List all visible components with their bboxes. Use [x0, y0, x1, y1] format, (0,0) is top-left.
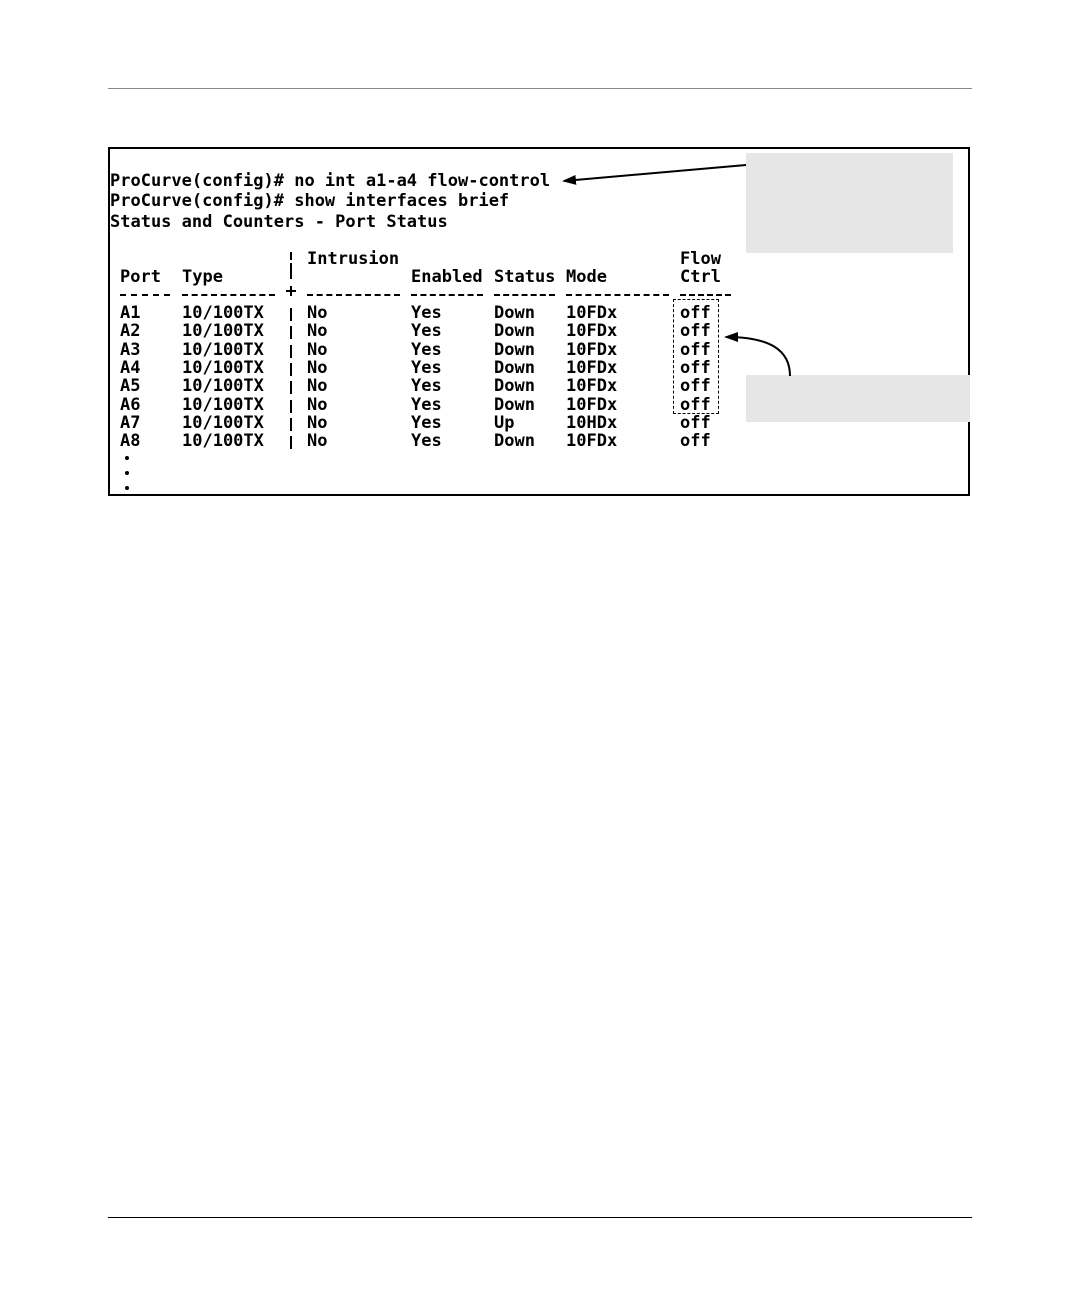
table-cell-status: Down	[494, 303, 535, 323]
table-cell-alert: No	[307, 431, 328, 452]
column-separator	[290, 308, 292, 321]
callout-box-flow-control	[746, 375, 970, 422]
header-status: Status	[494, 267, 556, 287]
table-cell-mode: 10FDx	[566, 394, 618, 415]
table-cell-type: 10/100TX	[182, 376, 264, 397]
table-cell-enabled: Yes	[411, 321, 442, 342]
column-separator	[290, 252, 292, 260]
table-cell-port: A3	[120, 339, 141, 360]
footer-rule	[108, 1217, 972, 1218]
table-cell-mode: 10FDx	[566, 376, 618, 397]
table-cell-flow: off	[680, 321, 711, 342]
table-cell-mode: 10HDx	[566, 412, 618, 433]
header-underline	[120, 294, 170, 296]
table-cell-port: A7	[120, 412, 141, 433]
table-cell-type: 10/100TX	[182, 339, 264, 360]
table-cell-flow: off	[680, 339, 711, 360]
column-separator	[290, 263, 292, 271]
table-cell-type: 10/100TX	[182, 321, 264, 342]
table-cell-alert: No	[307, 412, 328, 433]
header-flow: Flow	[680, 249, 721, 269]
header-port: Port	[120, 267, 161, 287]
table-cell-flow: off	[680, 357, 711, 378]
table-cell-type: 10/100TX	[182, 394, 264, 415]
column-separator	[290, 400, 292, 413]
column-separator	[290, 363, 292, 376]
flow-ctrl-highlight	[673, 299, 719, 414]
table-cell-status: Down	[494, 431, 535, 452]
table-cell-enabled: Yes	[411, 376, 442, 397]
table-cell-enabled: Yes	[411, 303, 442, 323]
table-cell-type: 10/100TX	[182, 431, 264, 452]
table-cell-mode: 10FDx	[566, 321, 618, 342]
table-cell-status: Down	[494, 339, 535, 360]
table-cell-alert: No	[307, 321, 328, 342]
callout-box-command	[746, 153, 953, 253]
table-cell-mode: 10FDx	[566, 431, 618, 452]
header-underline	[494, 294, 555, 296]
column-separator	[290, 381, 292, 394]
column-separator	[290, 436, 292, 449]
table-cell-alert: No	[307, 376, 328, 397]
header-intrusion: Intrusion	[307, 249, 400, 269]
table-cell-port: A6	[120, 394, 141, 415]
header-underline	[566, 294, 669, 296]
table-cell-status: Down	[494, 321, 535, 342]
table-cell-status: Down	[494, 376, 535, 397]
table-cell-type: 10/100TX	[182, 303, 264, 323]
header-underline	[182, 294, 275, 296]
table-cell-enabled: Yes	[411, 357, 442, 378]
table-cell-port: A1	[120, 303, 141, 323]
continuation-dot	[125, 486, 129, 490]
table-cell-enabled: Yes	[411, 394, 442, 415]
table-cell-mode: 10FDx	[566, 339, 618, 360]
header-underline	[411, 294, 483, 296]
column-separator	[290, 326, 292, 339]
table-cell-mode: 10FDx	[566, 357, 618, 378]
header-ctrl: Ctrl	[680, 267, 721, 287]
header-underline	[680, 294, 731, 296]
terminal-line-title: Status and Counters - Port Status	[110, 212, 448, 232]
table-cell-status: Down	[494, 394, 535, 415]
header-rule	[108, 88, 972, 89]
table-cell-alert: No	[307, 394, 328, 415]
table-cell-alert: No	[307, 303, 328, 323]
table-cell-flow: off	[680, 431, 711, 452]
header-cross	[290, 286, 292, 296]
table-cell-flow: off	[680, 394, 711, 415]
header-type: Type	[182, 267, 223, 287]
table-cell-enabled: Yes	[411, 339, 442, 360]
header-underline	[307, 294, 400, 296]
table-cell-mode: 10FDx	[566, 303, 618, 323]
column-separator	[290, 418, 292, 431]
header-mode: Mode	[566, 267, 607, 287]
table-cell-flow: off	[680, 412, 711, 433]
column-separator	[290, 271, 292, 279]
table-cell-type: 10/100TX	[182, 412, 264, 433]
table-cell-port: A8	[120, 431, 141, 452]
terminal-line-command: ProCurve(config)# no int a1-a4 flow-control	[110, 171, 551, 191]
continuation-dot	[125, 456, 129, 460]
table-cell-port: A4	[120, 357, 141, 378]
table-cell-alert: No	[307, 357, 328, 378]
table-cell-enabled: Yes	[411, 412, 442, 433]
table-cell-status: Up	[494, 412, 515, 433]
table-cell-type: 10/100TX	[182, 357, 264, 378]
continuation-dot	[125, 471, 129, 475]
table-cell-flow: off	[680, 376, 711, 397]
table-cell-alert: No	[307, 339, 328, 360]
table-cell-port: A2	[120, 321, 141, 342]
table-cell-flow: off	[680, 303, 711, 323]
table-cell-status: Down	[494, 357, 535, 378]
table-cell-enabled: Yes	[411, 431, 442, 452]
header-enabled: Enabled	[411, 267, 483, 287]
terminal-line-show: ProCurve(config)# show interfaces brief	[110, 191, 510, 211]
table-cell-port: A5	[120, 376, 141, 397]
column-separator	[290, 345, 292, 358]
